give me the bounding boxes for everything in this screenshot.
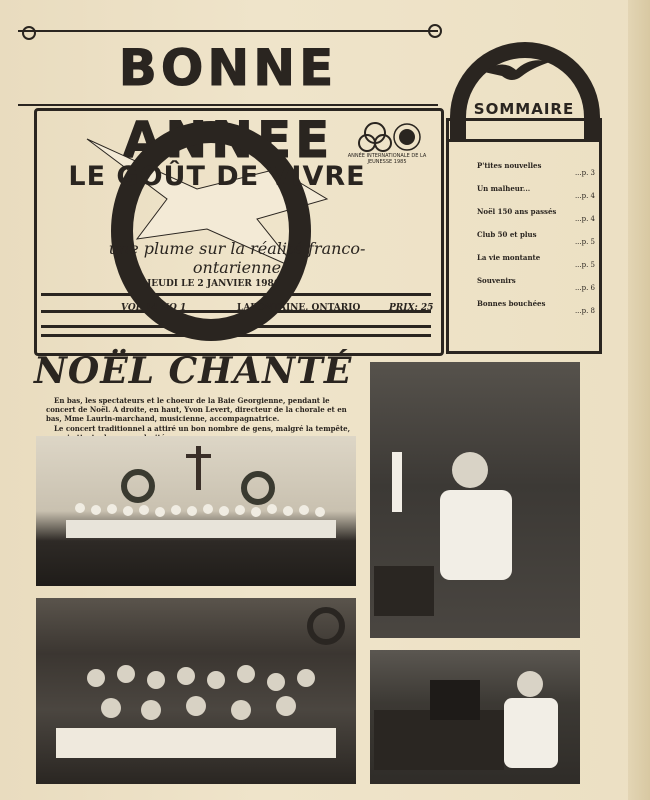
conductor-scene-icon xyxy=(370,362,580,638)
sommaire-item[interactable] xyxy=(477,299,595,322)
page-edge xyxy=(628,0,650,800)
sommaire-box xyxy=(446,118,602,354)
sommaire-list xyxy=(477,161,595,322)
issue-price: PRIX: 25 xyxy=(389,303,434,313)
sommaire-band xyxy=(449,121,599,142)
sommaire-title: SOMMAIRE xyxy=(473,100,575,118)
sommaire-item[interactable] xyxy=(477,276,595,299)
issue-volume: VOL 14 NO 1 xyxy=(121,303,187,313)
banner-scroll-left-icon xyxy=(22,26,36,40)
article-headline: NOËL CHANTÉ xyxy=(34,350,353,392)
sommaire-item[interactable] xyxy=(477,207,595,230)
choir-scene-icon xyxy=(36,436,356,586)
banner-title: BONNE ANNEE xyxy=(118,39,338,169)
sommaire-item[interactable] xyxy=(477,184,595,207)
sommaire-item-label: Club 50 et plus xyxy=(477,230,537,239)
audience-photo xyxy=(36,598,356,784)
sommaire-item-page: ...p. 4 xyxy=(574,192,595,200)
masthead xyxy=(34,108,444,356)
logo-caption: ANNÉE INTERNATIONALE DE LA JEUNESSE 1985 xyxy=(347,153,427,165)
sommaire-item-page: ...p. 5 xyxy=(574,238,595,246)
sommaire-item-label: P'tites nouvelles xyxy=(477,161,542,170)
issue-place: LAFONTAINE, ONTARIO xyxy=(237,303,361,313)
sommaire-item-page: ...p. 6 xyxy=(574,284,595,292)
sommaire-item[interactable] xyxy=(477,253,595,276)
masthead-title: LE GOÛT DE VIVRE xyxy=(68,161,366,192)
sommaire-item[interactable] xyxy=(477,230,595,253)
sommaire-item-label: Souvenirs xyxy=(477,276,516,285)
caption-paragraph: Le concert traditionnel a attiré un bon nombre de gens, malgré la tempête, xyxy=(54,424,351,433)
sommaire-item-page: ...p. 3 xyxy=(574,169,595,177)
sommaire-item-page: ...p. 5 xyxy=(574,261,595,269)
conductor-photo xyxy=(370,362,580,638)
masthead-rule xyxy=(41,293,434,313)
sommaire-item[interactable] xyxy=(477,161,595,184)
sommaire-item-label: Bonnes bouchées xyxy=(477,299,546,308)
caption-paragraph: En bas, les spectateurs et le choeur de la Baie Georgienne, pendant le concert de Noël. A droite, en haut, Yvon Levert, directeur de la chorale et en bas, Mme Laurin-marchand, musicienne, accompagnatrice. xyxy=(46,396,347,423)
audience-scene-icon xyxy=(36,598,356,784)
musician-scene-icon xyxy=(370,650,580,784)
issue-date: JEUDI LE 2 JANVIER 1986 xyxy=(147,279,281,289)
banner-scroll-right-icon xyxy=(428,24,442,38)
sommaire-item-label: Un malheur... xyxy=(477,184,531,193)
sommaire-item-page: ...p. 4 xyxy=(574,215,595,223)
choir-photo xyxy=(36,436,356,586)
sommaire-item-label: La vie montante xyxy=(477,253,541,262)
musician-photo xyxy=(370,650,580,784)
masthead-subtitle: une plume sur la réalité franco-ontarienne xyxy=(108,239,366,277)
masthead-rule-lower xyxy=(41,325,431,337)
sommaire-item-label: Noël 150 ans passés xyxy=(477,207,557,216)
bird-icon xyxy=(482,54,552,88)
sommaire-item-page: ...p. 8 xyxy=(574,307,595,315)
